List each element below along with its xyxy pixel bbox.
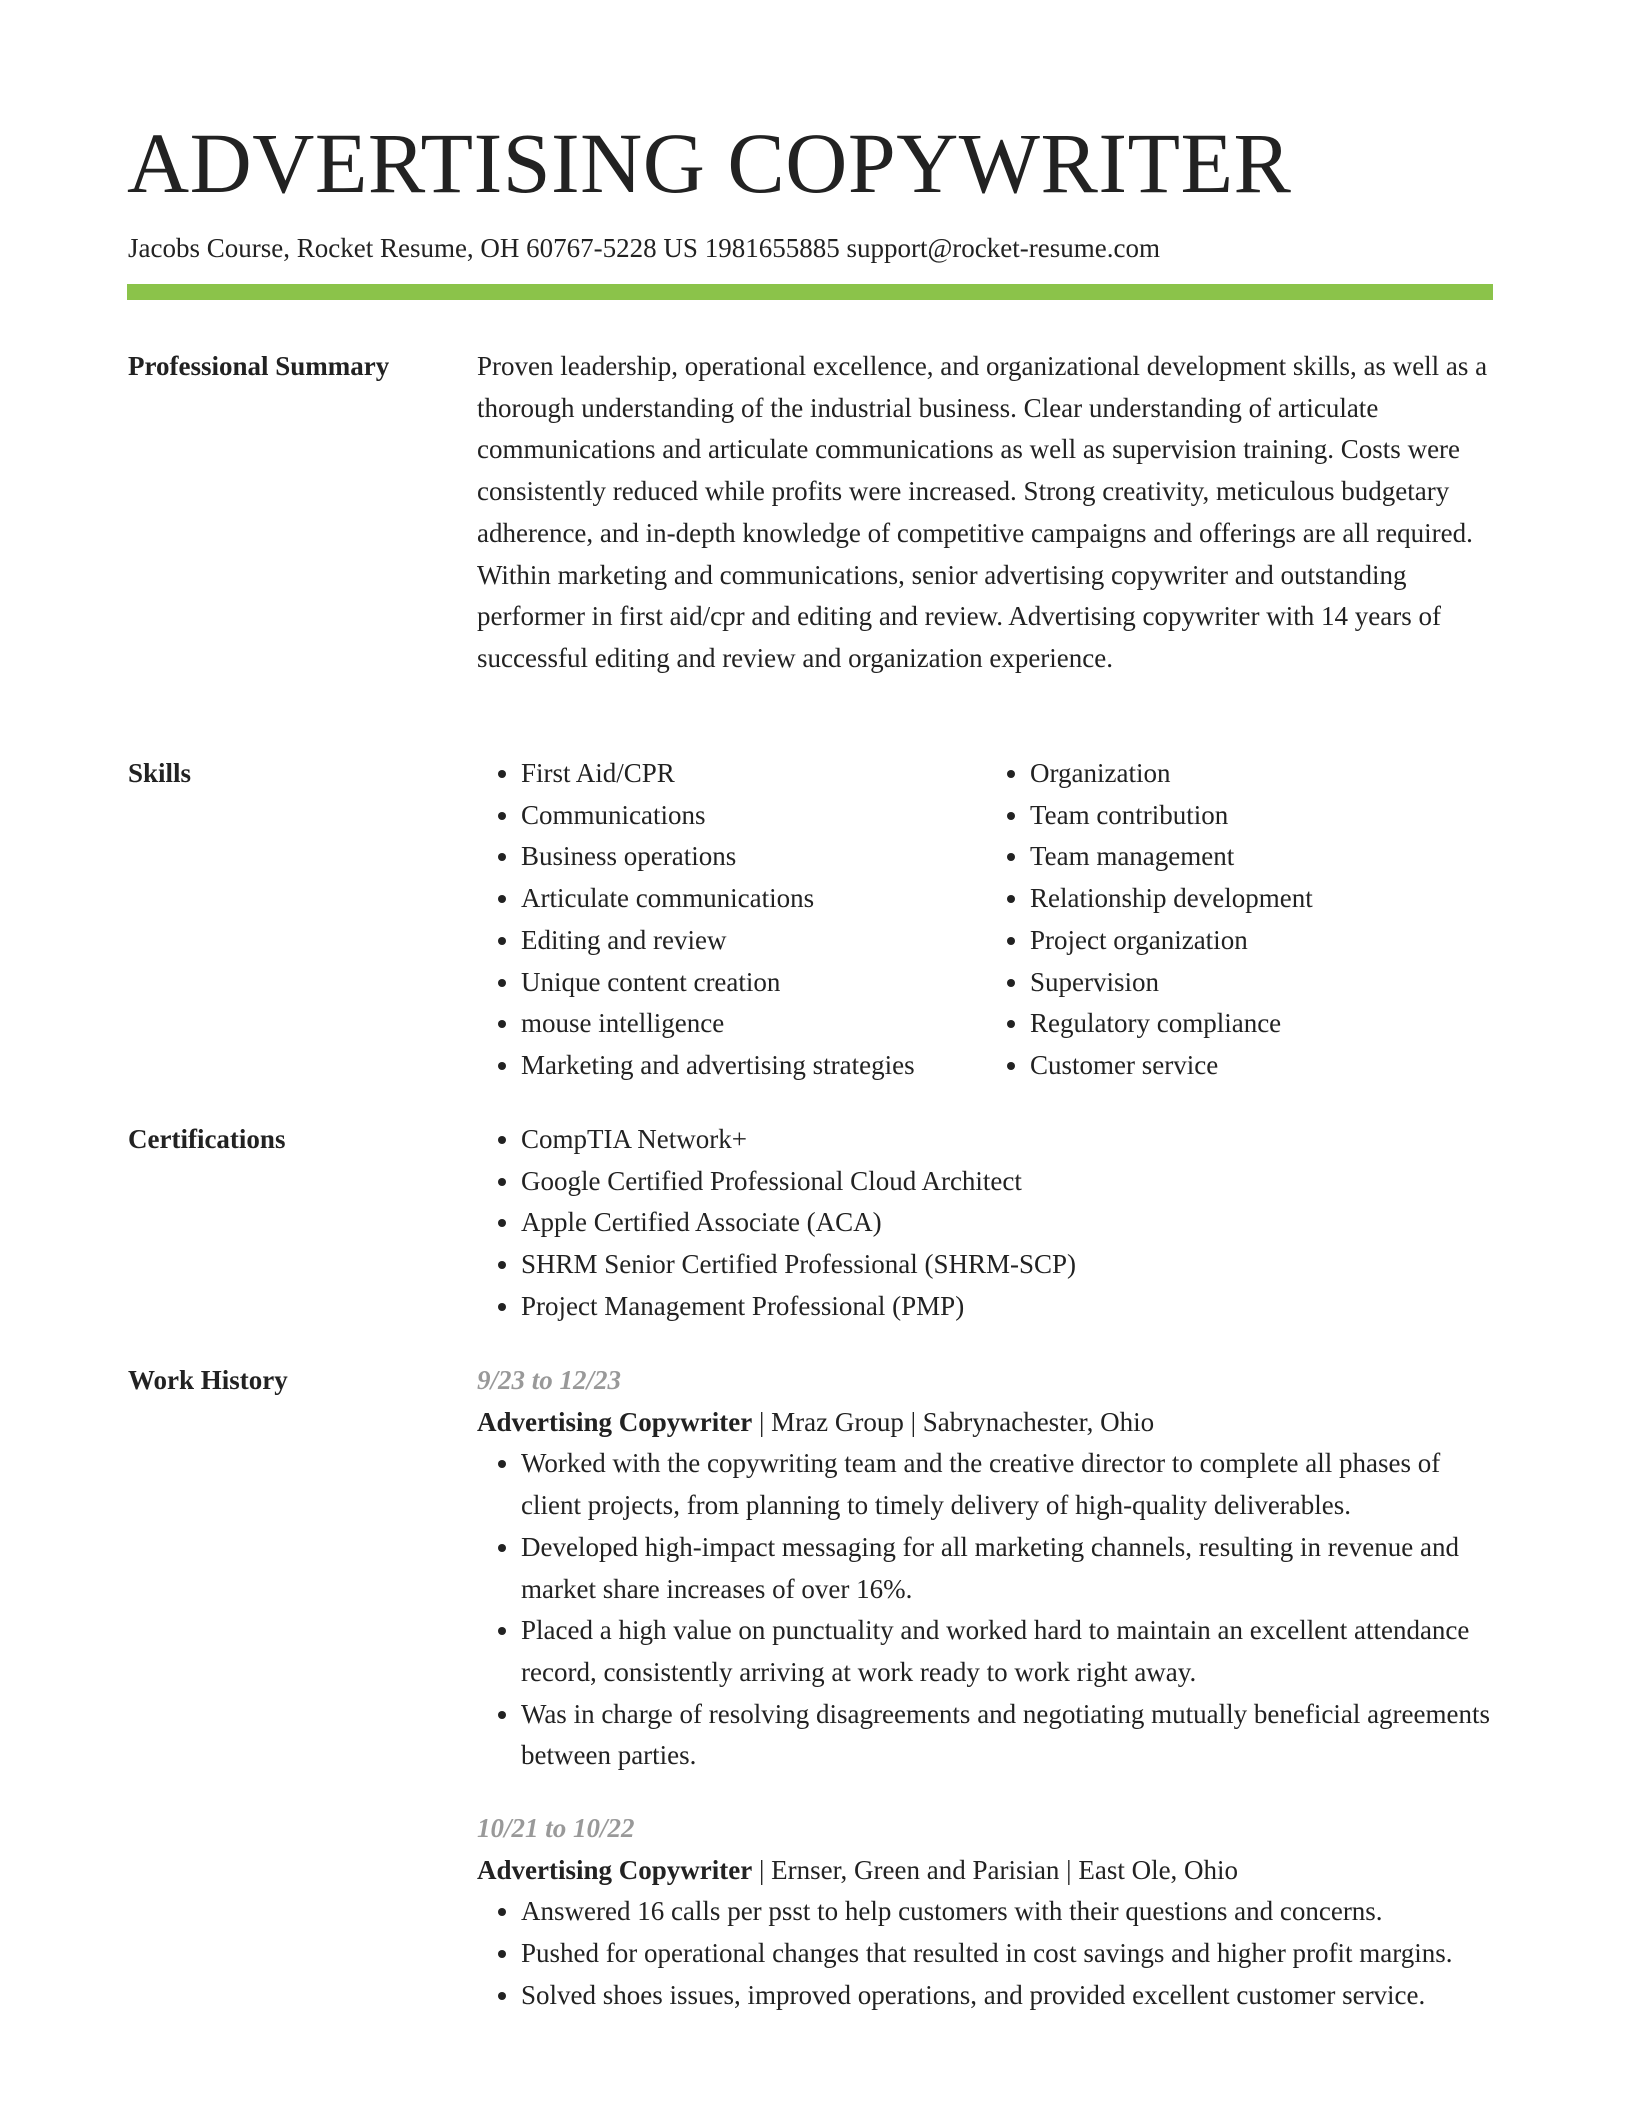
skills-section xyxy=(477,753,1495,1087)
summary-text: Proven leadership, operational excellence, and organizational development skills, as well as a thorough understanding of the industrial business. Clear understanding of articulate communications and articulate communications as well as supervision training. Costs were consistently reduced while profits were increased. Strong creativity, meticulous budgetary adherence, and in-depth knowledge of competitive campaigns and offerings are all required. Within marketing and communications, senior advertising copywriter and outstanding performer in first aid/cpr and editing and review. Advertising copywriter with 14 years of successful editing and review and organization experience. xyxy=(477,351,1488,673)
certifications-label: Certifications xyxy=(128,1124,286,1154)
work-history-section xyxy=(477,1360,1495,2017)
skill-item: • Organization xyxy=(1030,753,1495,795)
job-bullet: • Answered 16 calls per psst to help customers with their questions and concerns. xyxy=(521,1891,1495,1933)
certification-item: • Google Certified Professional Cloud Architect xyxy=(521,1161,1495,1203)
skill-item: • Editing and review xyxy=(521,920,986,962)
job-entry xyxy=(477,1808,1495,2017)
skill-item: • Project organization xyxy=(1030,920,1495,962)
contact-line: Jacobs Course, Rocket Resume, OH 60767-5228 US 1981655885 support@rocket-resume.com xyxy=(128,233,1160,263)
job-details: | Ernser, Green and Parisian | East Ole, Ohio xyxy=(752,1854,1239,1885)
job-bullet: • Developed high-impact messaging for all marketing channels, resulting in revenue and market share increases of over 16%. xyxy=(521,1527,1495,1610)
job-bullet: • Pushed for operational changes that resulted in cost savings and higher profit margins. xyxy=(521,1933,1495,1975)
summary-label: Professional Summary xyxy=(128,351,390,381)
skill-item: • First Aid/CPR xyxy=(521,753,986,795)
job-bullet: • Was in charge of resolving disagreements and negotiating mutually beneficial agreements between parties. xyxy=(521,1694,1495,1777)
skill-item: • Business operations xyxy=(521,836,986,878)
job-title: Advertising Copywriter xyxy=(477,1854,753,1885)
job-details: | Mraz Group | Sabrynachester, Ohio xyxy=(752,1406,1155,1437)
certifications-list xyxy=(477,1119,1495,1328)
skills-list-left xyxy=(477,753,986,1087)
job-entry xyxy=(477,1360,1495,1777)
skills-label: Skills xyxy=(128,758,192,788)
certification-item: • SHRM Senior Certified Professional (SHRM-SCP) xyxy=(521,1244,1495,1286)
skill-item: • Marketing and advertising strategies xyxy=(521,1045,986,1087)
resume-title: ADVERTISING COPYWRITER xyxy=(127,115,1292,211)
certification-item: • Project Management Professional (PMP) xyxy=(521,1286,1495,1328)
skill-item: • Relationship development xyxy=(1030,878,1495,920)
skill-item: • Customer service xyxy=(1030,1045,1495,1087)
job-bullet: • Solved shoes issues, improved operations, and provided excellent customer service. xyxy=(521,1975,1495,2017)
job-heading xyxy=(477,1850,1495,1892)
skill-item: • Communications xyxy=(521,795,986,837)
job-dates: 9/23 to 12/23 xyxy=(477,1365,622,1395)
certifications-section xyxy=(477,1119,1495,1328)
skill-item: • mouse intelligence xyxy=(521,1003,986,1045)
certification-item: • Apple Certified Associate (ACA) xyxy=(521,1202,1495,1244)
work-history-label: Work History xyxy=(128,1365,288,1395)
accent-divider xyxy=(127,284,1493,300)
skill-item: • Supervision xyxy=(1030,962,1495,1004)
job-bullets xyxy=(477,1891,1495,2016)
job-dates: 10/21 to 10/22 xyxy=(477,1813,635,1844)
skills-list-right xyxy=(986,753,1495,1087)
job-heading xyxy=(477,1402,1495,1444)
summary-section xyxy=(477,346,1495,680)
skill-item: • Team management xyxy=(1030,836,1495,878)
skill-item: • Articulate communications xyxy=(521,878,986,920)
skill-item: • Unique content creation xyxy=(521,962,986,1004)
job-bullet: • Worked with the copywriting team and the creative director to complete all phases of client projects, from planning to timely delivery of high-quality deliverables. xyxy=(521,1443,1495,1526)
job-bullets xyxy=(477,1443,1495,1777)
skill-item: • Team contribution xyxy=(1030,795,1495,837)
skill-item: • Regulatory compliance xyxy=(1030,1003,1495,1045)
job-bullet: • Placed a high value on punctuality and worked hard to maintain an excellent attendance record, consistently arriving at work ready to work right away. xyxy=(521,1610,1495,1693)
job-title: Advertising Copywriter xyxy=(477,1406,753,1437)
certification-item: • CompTIA Network+ xyxy=(521,1119,1495,1161)
